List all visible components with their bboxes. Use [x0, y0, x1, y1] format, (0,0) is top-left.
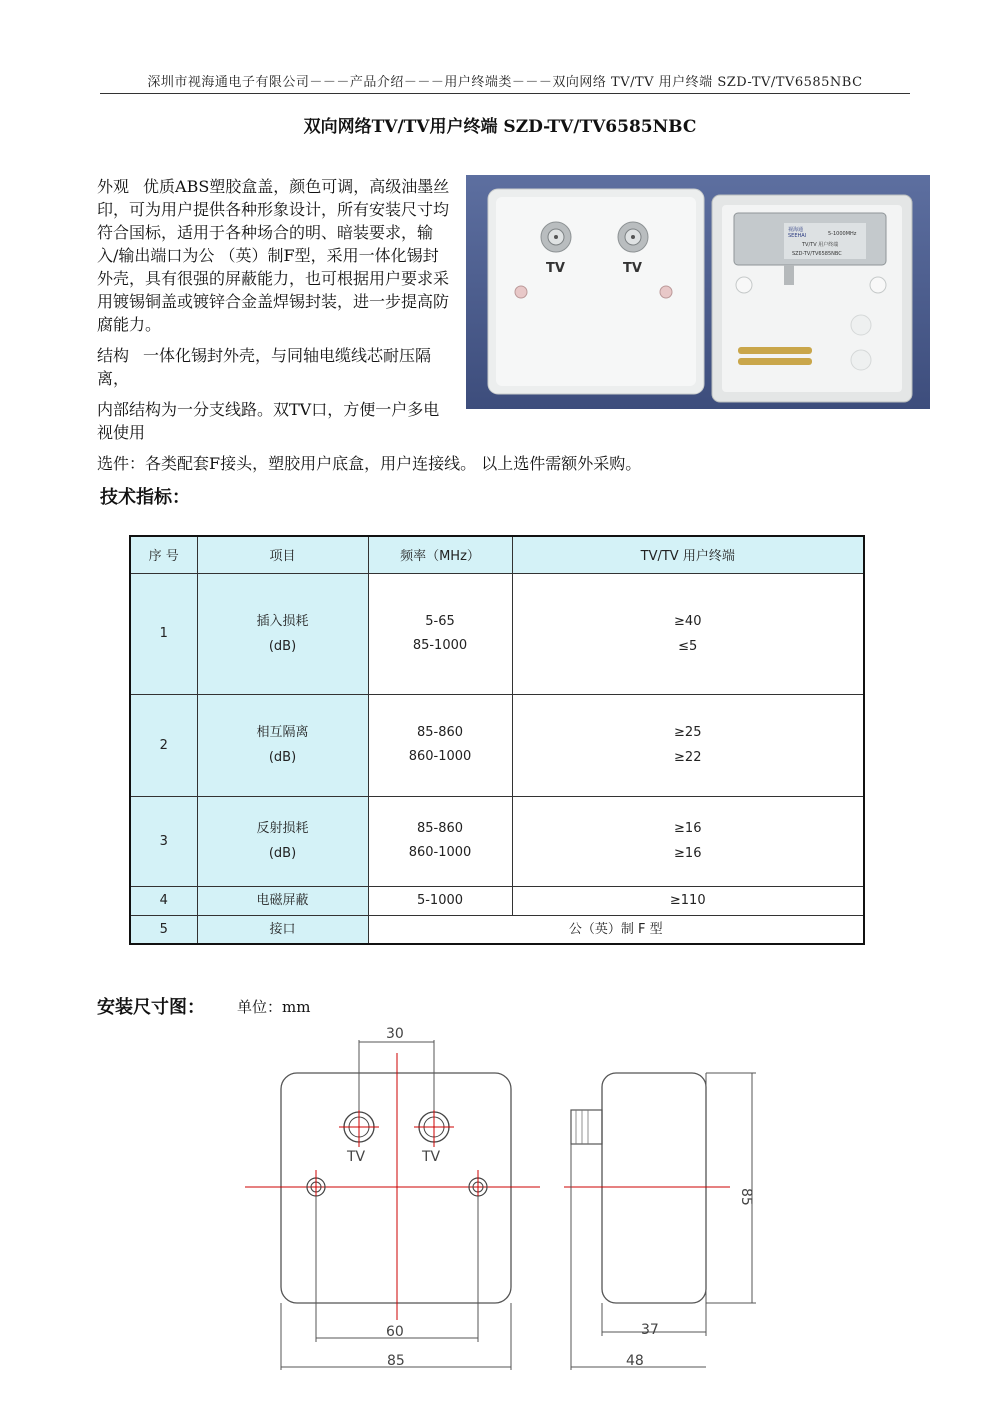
item-label: 相互隔离 — [256, 725, 309, 740]
row-freq — [368, 694, 512, 796]
appearance-paragraph — [97, 175, 452, 336]
item-unit: (dB) — [268, 750, 297, 765]
spec-value: ≥16 — [674, 821, 702, 836]
dim-height: 85 — [738, 1188, 754, 1206]
column-header: TV/TV 用户终端 — [512, 536, 864, 573]
photo-port-label: TV — [546, 261, 565, 276]
spec-value: ≤5 — [678, 638, 698, 654]
freq-value: 860-1000 — [408, 845, 472, 860]
freq-value: 85-860 — [416, 725, 464, 740]
screw-icon — [738, 358, 812, 365]
screw-hole-icon — [660, 286, 672, 298]
side-view-outline — [602, 1073, 706, 1303]
product-photo-illustration — [466, 175, 930, 409]
table-row — [130, 694, 864, 796]
options-text: 选件：各类配套F接头，塑胶用户底盒，用户连接线。 以上选件需额外采购。 — [97, 454, 642, 473]
header-breadcrumb: 深圳市视海通电子有限公司－－－产品介绍－－－用户终端类－－－双向网络 TV/TV 用户终端 SZD-TV/TV6585NBC — [147, 75, 863, 90]
appearance-text: 优质ABS塑胶盒盖，颜色可调，高级油墨丝印，可为用户提供各种形象设计，所有安装尺寸均符合国标，适用于各种场合的明、暗装要求，输入/输出端口为公 （英）制F型，采用一体化锡封外壳，具有很强的屏蔽能力，也可根据用户要求采用镀锡铜盖或镀锌合金盖焊锡封装，进一步提高防腐能力。 — [97, 177, 450, 334]
table-row — [130, 886, 864, 915]
f-connector-icon — [541, 222, 571, 252]
column-header: 频率（MHz） — [368, 536, 512, 573]
row-value: ≥110 — [512, 886, 864, 915]
port-icon — [339, 1107, 379, 1147]
row-freq — [368, 573, 512, 694]
dim-width: 85 — [387, 1353, 405, 1369]
table-row — [130, 915, 864, 944]
module-model: SZD-TV/TV6585NBC — [792, 251, 842, 257]
row-seq: 2 — [130, 694, 197, 796]
item-unit: (dB) — [268, 846, 297, 861]
column-header: 项目 — [197, 536, 368, 573]
dimension-drawing-svg — [240, 1020, 780, 1380]
specs-table — [129, 535, 865, 945]
structure-paragraph — [97, 344, 452, 390]
row-merged-value: 公（英）制 F 型 — [368, 915, 864, 944]
row-seq: 5 — [130, 915, 197, 944]
row-seq: 3 — [130, 796, 197, 886]
drawing-port-label: TV — [422, 1149, 441, 1165]
page-title: 双向网络TV/TV用户终端 SZD-TV/TV6585NBC — [303, 117, 697, 137]
module-output-port — [784, 265, 794, 285]
row-item — [197, 694, 368, 796]
screw-hole-icon — [515, 286, 527, 298]
table-header-row — [130, 536, 864, 573]
port-icon — [414, 1107, 454, 1147]
knockout-icon — [851, 315, 871, 335]
dimensions-section-title: 安装尺寸图： — [97, 997, 205, 1018]
freq-value: 860-1000 — [408, 749, 472, 764]
column-header: 序 号 — [130, 536, 197, 573]
module-brand: SEEHAI — [788, 233, 807, 239]
appearance-label: 外观 — [97, 177, 130, 196]
item-label: 反射损耗 — [256, 821, 309, 836]
spec-value: ≥40 — [674, 613, 702, 629]
header-divider — [100, 93, 910, 94]
freq-value: 85-860 — [416, 821, 464, 836]
dim-port-spacing: 30 — [386, 1026, 404, 1042]
spec-value: ≥25 — [674, 725, 702, 740]
box-post-icon — [736, 277, 752, 293]
box-post-icon — [870, 277, 886, 293]
drawing-port-label: TV — [347, 1149, 366, 1165]
row-item — [197, 573, 368, 694]
dim-inner-depth: 37 — [641, 1322, 659, 1338]
f-connector-icon — [618, 222, 648, 252]
dimensions-unit: 单位：mm — [237, 998, 311, 1016]
specs-section-title: 技术指标： — [100, 487, 190, 508]
module-freq: 5-1000MHz — [828, 231, 857, 237]
row-value — [512, 694, 864, 796]
row-freq: 5-1000 — [368, 886, 512, 915]
screw-icon — [738, 347, 812, 354]
row-value — [512, 573, 864, 694]
row-item — [197, 796, 368, 886]
module-brand-cn: 视海通 — [788, 227, 804, 233]
row-item: 电磁屏蔽 — [197, 886, 368, 915]
freq-value: 85-1000 — [412, 637, 468, 653]
knockout-icon — [851, 350, 871, 370]
structure-text: 一体化锡封外壳，与同轴电缆线芯耐压隔离， — [97, 346, 432, 388]
freq-value: 5-65 — [425, 613, 455, 629]
internal-paragraph: 内部结构为一分支线路。双TV口，方便一户多电视使用 — [97, 400, 440, 442]
table-row — [130, 573, 864, 694]
row-seq: 1 — [130, 573, 197, 694]
dimension-drawing — [240, 1020, 780, 1380]
dim-hole-spacing: 60 — [386, 1324, 404, 1340]
item-unit: (dB) — [268, 638, 297, 654]
spec-value: ≥16 — [674, 846, 702, 861]
dim-depth: 48 — [626, 1353, 644, 1369]
row-item: 接口 — [197, 915, 368, 944]
structure-label: 结构 — [97, 346, 130, 365]
row-seq: 4 — [130, 886, 197, 915]
item-label: 插入损耗 — [256, 613, 309, 629]
spec-value: ≥22 — [674, 750, 702, 765]
table-row — [130, 796, 864, 886]
row-value — [512, 796, 864, 886]
row-freq — [368, 796, 512, 886]
module-type: TV/TV 用户终端 — [802, 242, 839, 248]
intro-text-block — [97, 175, 452, 452]
product-photo — [466, 175, 930, 409]
photo-port-label: TV — [623, 261, 642, 276]
